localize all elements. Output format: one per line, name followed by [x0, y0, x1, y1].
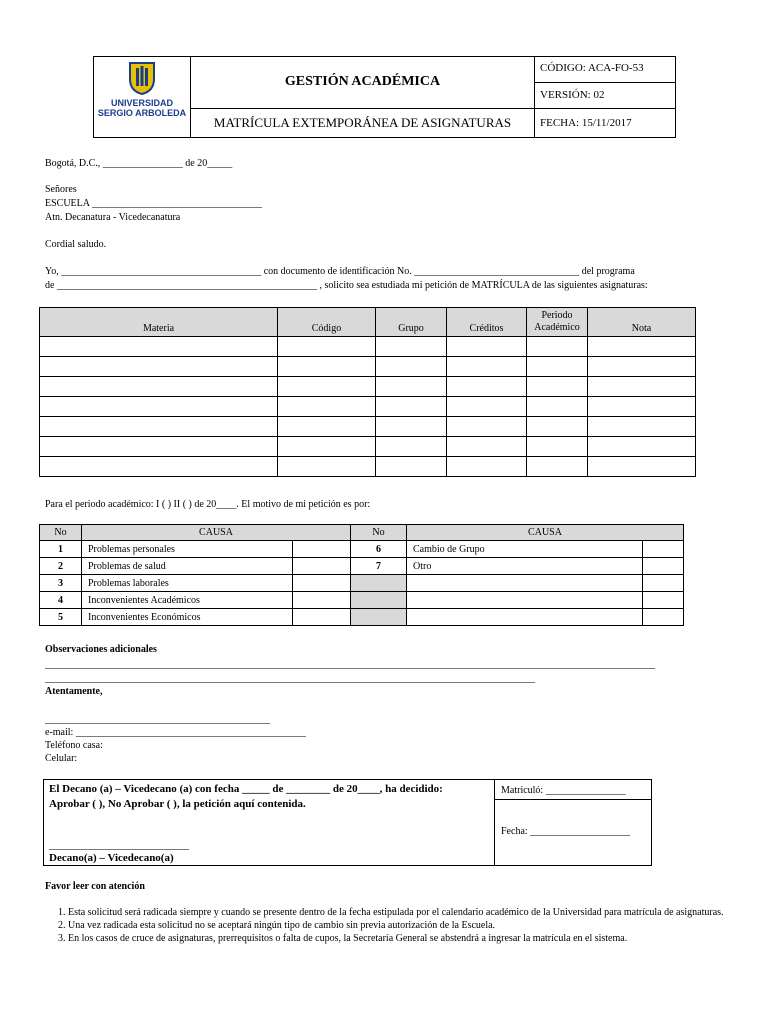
subject-cell[interactable]	[376, 337, 447, 357]
causes-no-header-right: No	[351, 525, 407, 541]
cause-no: 7	[351, 558, 407, 575]
cause-label: Problemas de salud	[82, 558, 293, 575]
subject-cell[interactable]	[588, 417, 696, 437]
decision-box	[43, 779, 495, 866]
shield-icon	[128, 61, 156, 95]
causes-no-header-left: No	[40, 525, 82, 541]
header-fecha: FECHA: 15/11/2017	[540, 117, 632, 129]
cause-no: 6	[351, 541, 407, 558]
header-version: VERSIÓN: 02	[540, 89, 605, 101]
subject-cell[interactable]	[278, 437, 376, 457]
subject-cell[interactable]	[376, 357, 447, 377]
cause-label: Otro	[407, 558, 643, 575]
fecha-line: Fecha: ____________________	[501, 826, 631, 837]
cause-label: Problemas personales	[82, 541, 293, 558]
subject-cell[interactable]	[527, 377, 588, 397]
registry-box	[495, 779, 652, 866]
escuela-line: ESCUELA __________________________________	[45, 198, 262, 209]
senores-label: Señores	[45, 184, 77, 195]
subject-cell[interactable]	[278, 357, 376, 377]
subject-cell[interactable]	[376, 437, 447, 457]
cause-no: 5	[40, 609, 82, 626]
period-line: Para el periodo académico: I ( ) II ( ) de 20____. El motivo de mi petición es por:	[45, 499, 371, 510]
observaciones-line1: __________________________________________________________________________________________________________________________	[45, 659, 655, 670]
notes-list	[46, 907, 748, 946]
decano-label: Decano(a) – Vicedecano(a)	[49, 852, 174, 864]
cause-check[interactable]	[643, 558, 684, 575]
email-line: e-mail: ______________________________________________	[45, 727, 306, 738]
decano-sign-line: ____________________________	[49, 840, 189, 851]
subject-cell[interactable]	[376, 377, 447, 397]
cause-no	[351, 592, 407, 609]
subject-row	[40, 417, 696, 437]
subject-cell[interactable]	[447, 437, 527, 457]
subject-cell[interactable]	[40, 437, 278, 457]
greeting: Cordial saludo.	[45, 239, 107, 250]
observaciones-label: Observaciones adicionales	[45, 644, 157, 655]
subject-row	[40, 457, 696, 477]
header-grid	[93, 56, 676, 138]
subject-cell[interactable]	[527, 437, 588, 457]
cause-no: 1	[40, 541, 82, 558]
cause-check[interactable]	[293, 541, 351, 558]
subject-cell[interactable]	[588, 357, 696, 377]
cause-no	[351, 609, 407, 626]
subject-cell[interactable]	[447, 417, 527, 437]
subject-cell[interactable]	[447, 337, 527, 357]
subject-row	[40, 397, 696, 417]
subject-cell[interactable]	[527, 457, 588, 477]
col-periodo: Periodo Académico	[527, 308, 588, 337]
causes-causa-header-right: CAUSA	[407, 525, 684, 541]
subject-cell[interactable]	[278, 417, 376, 437]
subject-cell[interactable]	[527, 417, 588, 437]
subject-cell[interactable]	[376, 457, 447, 477]
cause-label	[407, 575, 643, 592]
subject-cell[interactable]	[527, 397, 588, 417]
logo-line2: SERGIO ARBOLEDA	[97, 108, 187, 118]
cause-check[interactable]	[643, 592, 684, 609]
col-grupo: Grupo	[376, 308, 447, 337]
cause-check[interactable]	[643, 609, 684, 626]
celular-label: Celular:	[45, 753, 78, 764]
subject-cell[interactable]	[278, 377, 376, 397]
header-codigo: CÓDIGO: ACA-FO-53	[540, 62, 644, 74]
cause-check[interactable]	[293, 592, 351, 609]
cause-check[interactable]	[643, 541, 684, 558]
subject-cell[interactable]	[588, 377, 696, 397]
subject-cell[interactable]	[40, 397, 278, 417]
subject-cell[interactable]	[278, 457, 376, 477]
subject-cell[interactable]	[40, 457, 278, 477]
causes-causa-header-left: CAUSA	[82, 525, 351, 541]
subject-cell[interactable]	[40, 377, 278, 397]
cause-row	[40, 609, 684, 626]
header-title2: MATRÍCULA EXTEMPORÁNEA DE ASIGNATURAS	[213, 115, 512, 130]
cause-row	[40, 558, 684, 575]
cause-label: Problemas laborales	[82, 575, 293, 592]
subject-row	[40, 377, 696, 397]
subject-cell[interactable]	[588, 457, 696, 477]
subject-cell[interactable]	[527, 357, 588, 377]
header-title1: GESTIÓN ACADÉMICA	[284, 74, 441, 89]
causes-table	[39, 524, 684, 626]
cause-check[interactable]	[293, 575, 351, 592]
subject-cell[interactable]	[40, 357, 278, 377]
cause-row	[40, 575, 684, 592]
note-item: 1. Esta solicitud será radicada siempre y cuando se presente dentro de la fecha estipulada por el calendario académico de la Universidad para matrícula de asignaturas.	[68, 907, 748, 919]
cause-check[interactable]	[643, 575, 684, 592]
subject-cell[interactable]	[376, 397, 447, 417]
cause-row	[40, 541, 684, 558]
note-item: 3. En los casos de cruce de asignaturas, prerrequisitos o falta de cupos, la Secretaría General se abstendrá a ingresar la matrícula en el sistema.	[68, 933, 748, 945]
cause-check[interactable]	[293, 558, 351, 575]
cause-no: 4	[40, 592, 82, 609]
notes-title: Favor leer con atención	[45, 881, 145, 892]
observaciones-line2: __________________________________________________________________________________________________	[45, 673, 535, 684]
decision-line2: Aprobar ( ), No Aprobar ( ), la petición aquí contenida.	[49, 798, 306, 810]
logo-line1: UNIVERSIDAD	[110, 98, 173, 108]
subject-cell[interactable]	[447, 457, 527, 477]
subject-cell[interactable]	[376, 417, 447, 437]
subject-row	[40, 437, 696, 457]
de-line: de ____________________________________________________ , solicito sea estudiada mi petición de MATRÍCULA de las siguientes asignaturas:	[45, 280, 648, 291]
telefono-label: Teléfono casa:	[45, 740, 103, 751]
cause-label	[407, 609, 643, 626]
yo-line: Yo, ________________________________________ con documento de identificación No. _________________________________ del programa	[45, 266, 635, 277]
subject-cell[interactable]	[278, 337, 376, 357]
subject-cell[interactable]	[278, 397, 376, 417]
col-nota: Nota	[588, 308, 696, 337]
note-item: 2. Una vez radicada esta solicitud no se aceptará ningún tipo de cambio sin previa autorización de la Escuela.	[68, 920, 748, 932]
subject-cell[interactable]	[447, 357, 527, 377]
subject-cell[interactable]	[527, 337, 588, 357]
subject-row	[40, 337, 696, 357]
subject-cell[interactable]	[40, 337, 278, 357]
decision-line1: El Decano (a) – Vicedecano (a) con fecha _____ de ________ de 20____, ha decidido:	[49, 783, 443, 795]
cause-no: 2	[40, 558, 82, 575]
subject-cell[interactable]	[588, 337, 696, 357]
cause-check[interactable]	[293, 609, 351, 626]
signature-line: _____________________________________________	[45, 714, 270, 725]
cause-row	[40, 592, 684, 609]
subjects-table	[39, 307, 696, 477]
cause-no	[351, 575, 407, 592]
atn-line: Atn. Decanatura - Vicedecanatura	[45, 212, 181, 223]
cause-label: Cambio de Grupo	[407, 541, 643, 558]
col-materia: Materia	[40, 308, 278, 337]
university-logo	[94, 61, 190, 118]
matriculo-line: Matriculó: ________________	[501, 785, 626, 796]
atentamente-label: Atentamente,	[45, 686, 103, 697]
subject-row	[40, 357, 696, 377]
col-creditos: Créditos	[447, 308, 527, 337]
subject-cell[interactable]	[447, 377, 527, 397]
cause-no: 3	[40, 575, 82, 592]
place-date-line: Bogotá, D.C., ________________ de 20_____	[45, 158, 233, 169]
subject-cell[interactable]	[447, 397, 527, 417]
cause-label: Inconvenientes Económicos	[82, 609, 293, 626]
subject-cell[interactable]	[40, 417, 278, 437]
col-codigo: Código	[278, 308, 376, 337]
subject-cell[interactable]	[588, 437, 696, 457]
subject-cell[interactable]	[588, 397, 696, 417]
cause-label	[407, 592, 643, 609]
cause-label: Inconvenientes Académicos	[82, 592, 293, 609]
